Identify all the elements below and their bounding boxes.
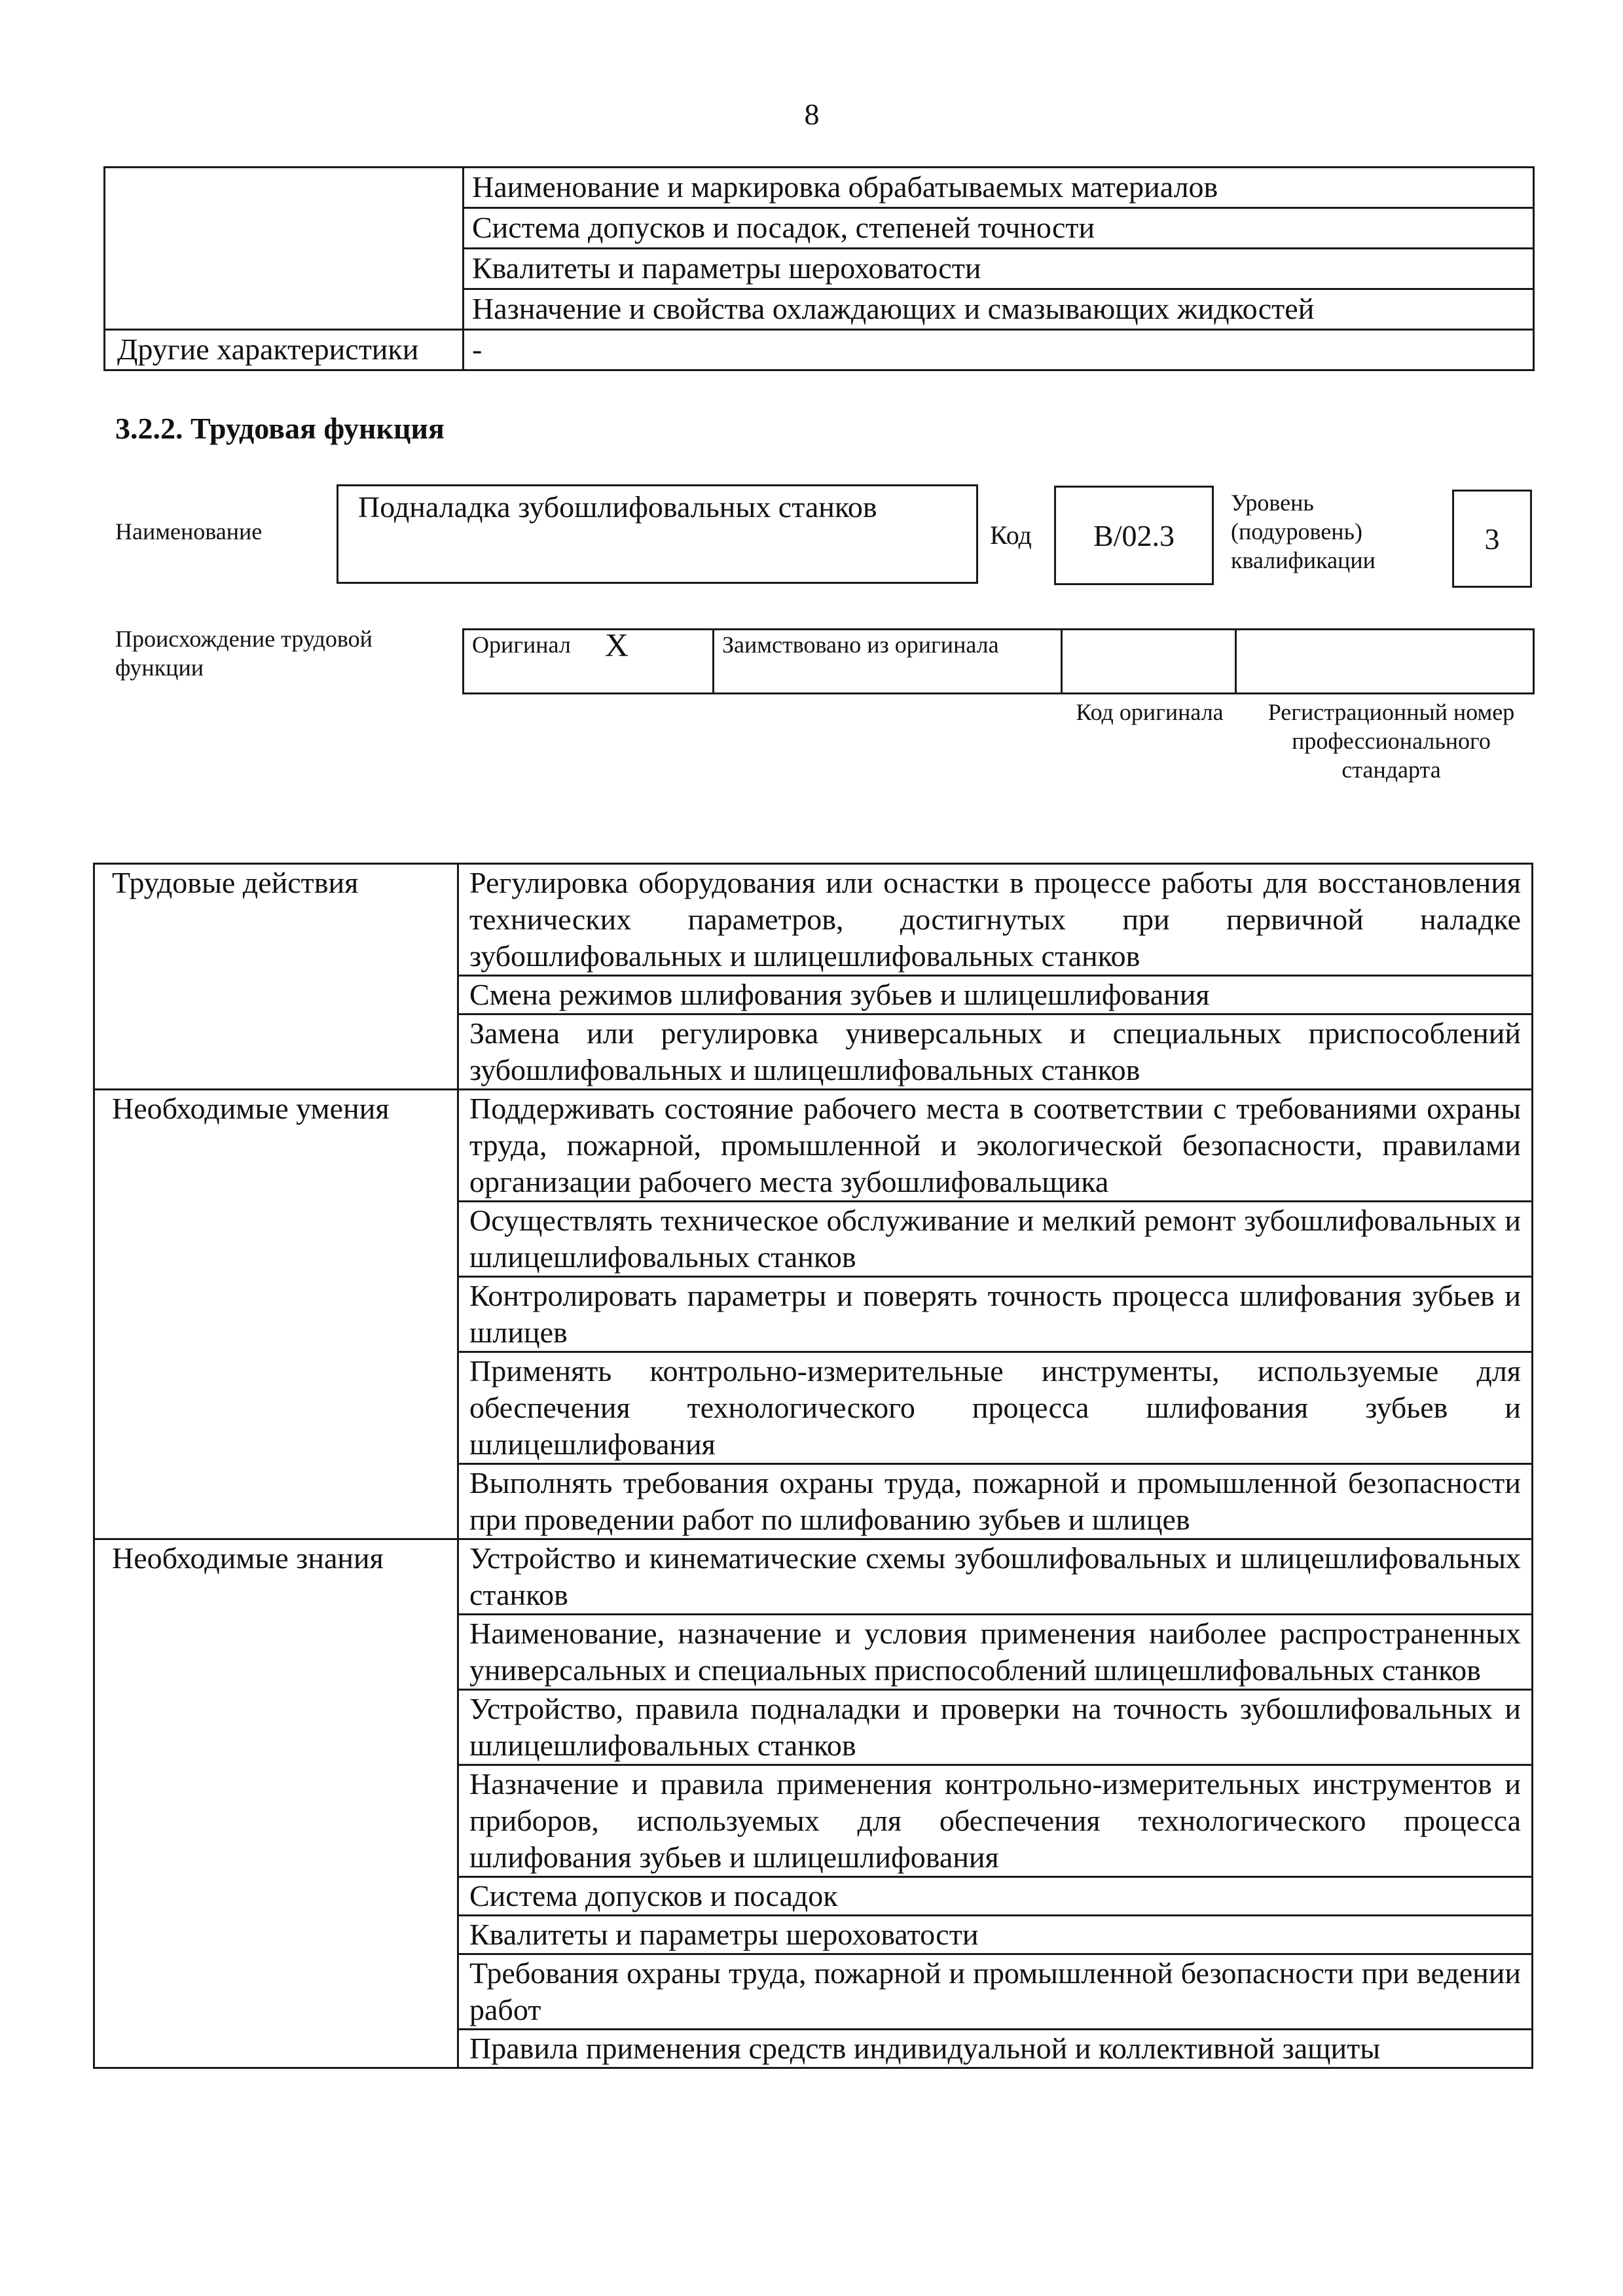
original-label: Оригинал: [472, 632, 571, 658]
code-label: Код: [990, 520, 1032, 550]
table-row: [94, 1539, 1533, 1615]
section-heading: 3.2.2. Трудовая функция: [115, 412, 445, 445]
name-label: Наименование: [115, 518, 263, 545]
list-item: Поддерживать состояние рабочего места в соответствии с требованиями охраны труда, пожарной, промышленной и экологической безопасности, правилами организации рабочего места зубошлифовальщика: [458, 1090, 1533, 1202]
table-cell: Система допусков и посадок, степеней точности: [464, 208, 1534, 249]
table-row: [94, 1090, 1533, 1202]
list-item: Осуществлять техническое обслуживание и мелкий ремонт зубошлифовальных и шлицешлифовальных станков: [458, 1202, 1533, 1277]
other-characteristics-label: Другие характеристики: [105, 330, 464, 370]
table-row: [94, 864, 1533, 976]
list-item: Назначение и правила применения контрольно-измерительных инструментов и приборов, используемых для обеспечения технологического процесса шлифования зубьев и шлицешлифования: [458, 1765, 1533, 1877]
other-characteristics-value: -: [464, 330, 1534, 370]
list-item: Выполнять требования охраны труда, пожарной и промышленной безопасности при проведении работ по шлифованию зубьев и шлицев: [458, 1464, 1533, 1539]
function-name-box: Подналадка зубошлифовальных станков: [337, 484, 978, 584]
origin-label: Происхождение трудовой функции: [115, 626, 373, 681]
list-item: Требования охраны труда, пожарной и промышленной безопасности при ведении работ: [458, 1954, 1533, 2030]
table-row: [464, 630, 1534, 694]
list-item: Контролировать параметры и поверять точность процесса шлифования зубьев и шлицев: [458, 1277, 1533, 1352]
table-cell: Назначение и свойства охлаждающих и смазывающих жидкостей: [464, 289, 1534, 330]
section-title-cell: Необходимые умения: [94, 1090, 458, 1539]
labor-function-table: [93, 863, 1533, 2069]
qualification-level-label: Уровень (подуровень) квалификации: [1231, 490, 1376, 573]
borrowed-cell: Заимствовано из оригинала: [714, 630, 1062, 694]
code-original-caption: Код оригинала: [1076, 699, 1224, 725]
code-original-cell: [1062, 630, 1236, 694]
list-item: Применять контрольно-измерительные инструменты, используемые для обеспечения технологического процесса шлифования зубьев и шлицешлифования: [458, 1352, 1533, 1464]
reg-number-cell: [1236, 630, 1534, 694]
page-number: 8: [804, 98, 820, 131]
table-cell: Квалитеты и параметры шероховатости: [464, 249, 1534, 289]
list-item: Наименование, назначение и условия применения наиболее распространенных универсальных и специальных приспособлений шлицешлифовальных станков: [458, 1615, 1533, 1690]
reg-number-caption: Регистрационный номер профессионального стандарта: [1267, 699, 1515, 783]
list-item: Правила применения средств индивидуальной и коллективной защиты: [458, 2030, 1533, 2068]
empty-label-cell: [105, 168, 464, 330]
list-item: Устройство, правила подналадки и проверки на точность зубошлифовальных и шлицешлифовальных станков: [458, 1690, 1533, 1765]
section-title-cell: Трудовые действия: [94, 864, 458, 1090]
section-title-cell: Необходимые знания: [94, 1539, 458, 2068]
original-mark: X: [604, 626, 629, 663]
origin-table: [462, 628, 1535, 694]
list-item: Смена режимов шлифования зубьев и шлицешлифования: [458, 976, 1533, 1014]
table-cell: Наименование и маркировка обрабатываемых материалов: [464, 168, 1534, 208]
list-item: Система допусков и посадок: [458, 1877, 1533, 1916]
table-row: [105, 330, 1534, 370]
list-item: Квалитеты и параметры шероховатости: [458, 1916, 1533, 1954]
original-cell: [464, 626, 714, 694]
characteristics-table: [103, 166, 1535, 371]
list-item: Регулировка оборудования или оснастки в процессе работы для восстановления технических параметров, достигнутых при первичной наладке зубошлифовальных и шлицешлифовальных станков: [458, 864, 1533, 976]
qualification-level-box: 3: [1452, 490, 1532, 588]
list-item: Устройство и кинематические схемы зубошлифовальных и шлицешлифовальных станков: [458, 1539, 1533, 1615]
table-row: [105, 168, 1534, 208]
code-value-box: B/02.3: [1054, 486, 1214, 585]
list-item: Замена или регулировка универсальных и специальных приспособлений зубошлифовальных и шлицешлифовальных станков: [458, 1014, 1533, 1090]
